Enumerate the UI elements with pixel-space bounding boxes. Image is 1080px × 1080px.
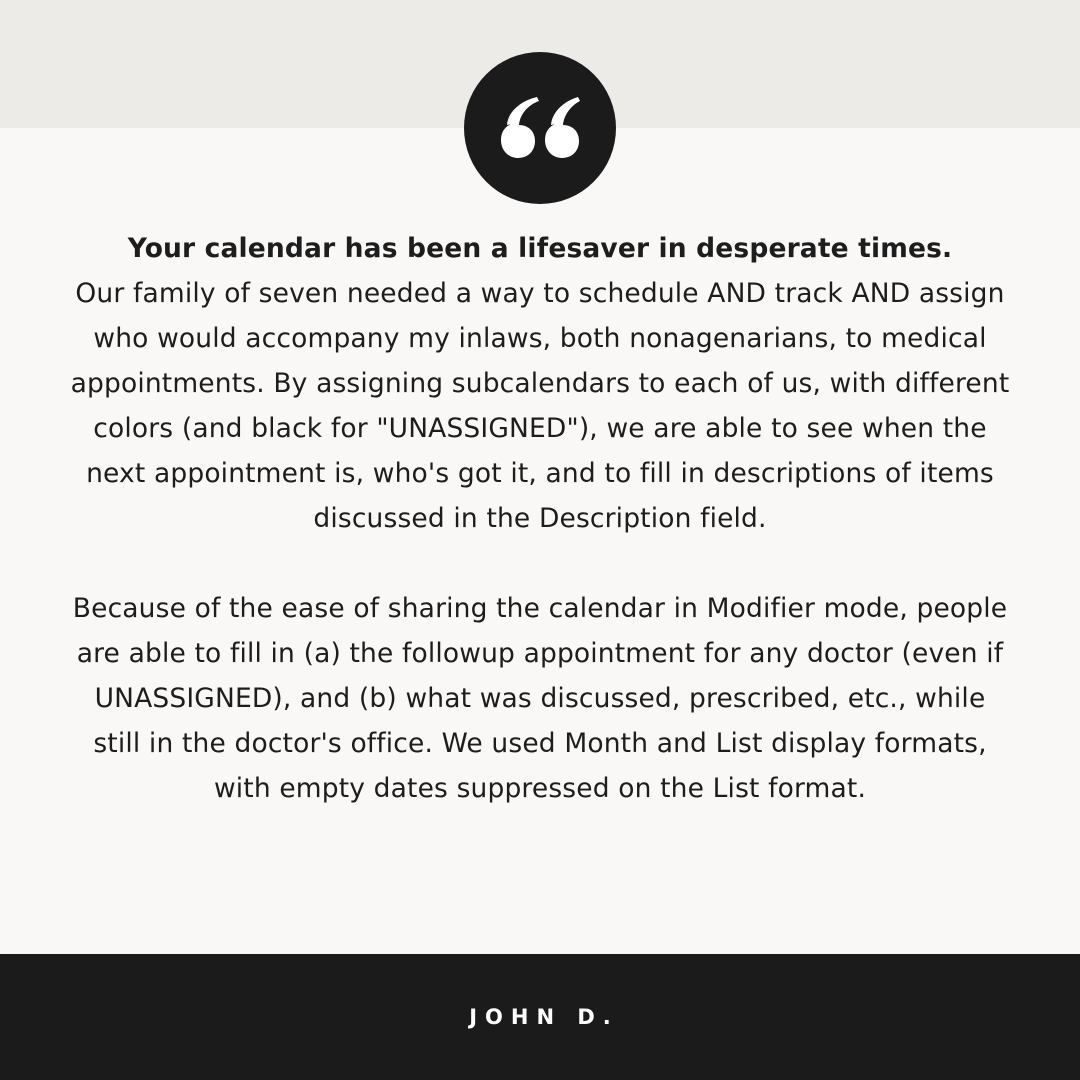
quote-icon bbox=[500, 97, 580, 159]
testimonial-headline: Your calendar has been a lifesaver in desperate times. bbox=[127, 233, 953, 264]
footer-band bbox=[0, 954, 1080, 1080]
testimonial-paragraph-1: Our family of seven needed a way to schedule AND track AND assign who would accompany my inlaws, both nonagenarians, to medical appointments. By assigning subcalendars to each of us, with different colors (and black for "UNASSIGNED"), we are able to see when the next appointment is, who's got it, and to fill in descriptions of items discussed in the Description field. bbox=[70, 278, 1010, 534]
author-name: JOHN D. bbox=[469, 1005, 619, 1029]
testimonial-paragraph-2: Because of the ease of sharing the calendar in Modifier mode, people are able to fill in (a) the followup appointment for any doctor (even if UNASSIGNED), and (b) what was discussed, prescribed, etc., while still in the doctor's office. We used Month and List display formats, with empty dates suppressed on the List format. bbox=[72, 593, 1008, 804]
paragraph-spacer bbox=[70, 541, 1010, 586]
testimonial-text bbox=[70, 226, 1010, 811]
quote-badge bbox=[464, 52, 616, 204]
